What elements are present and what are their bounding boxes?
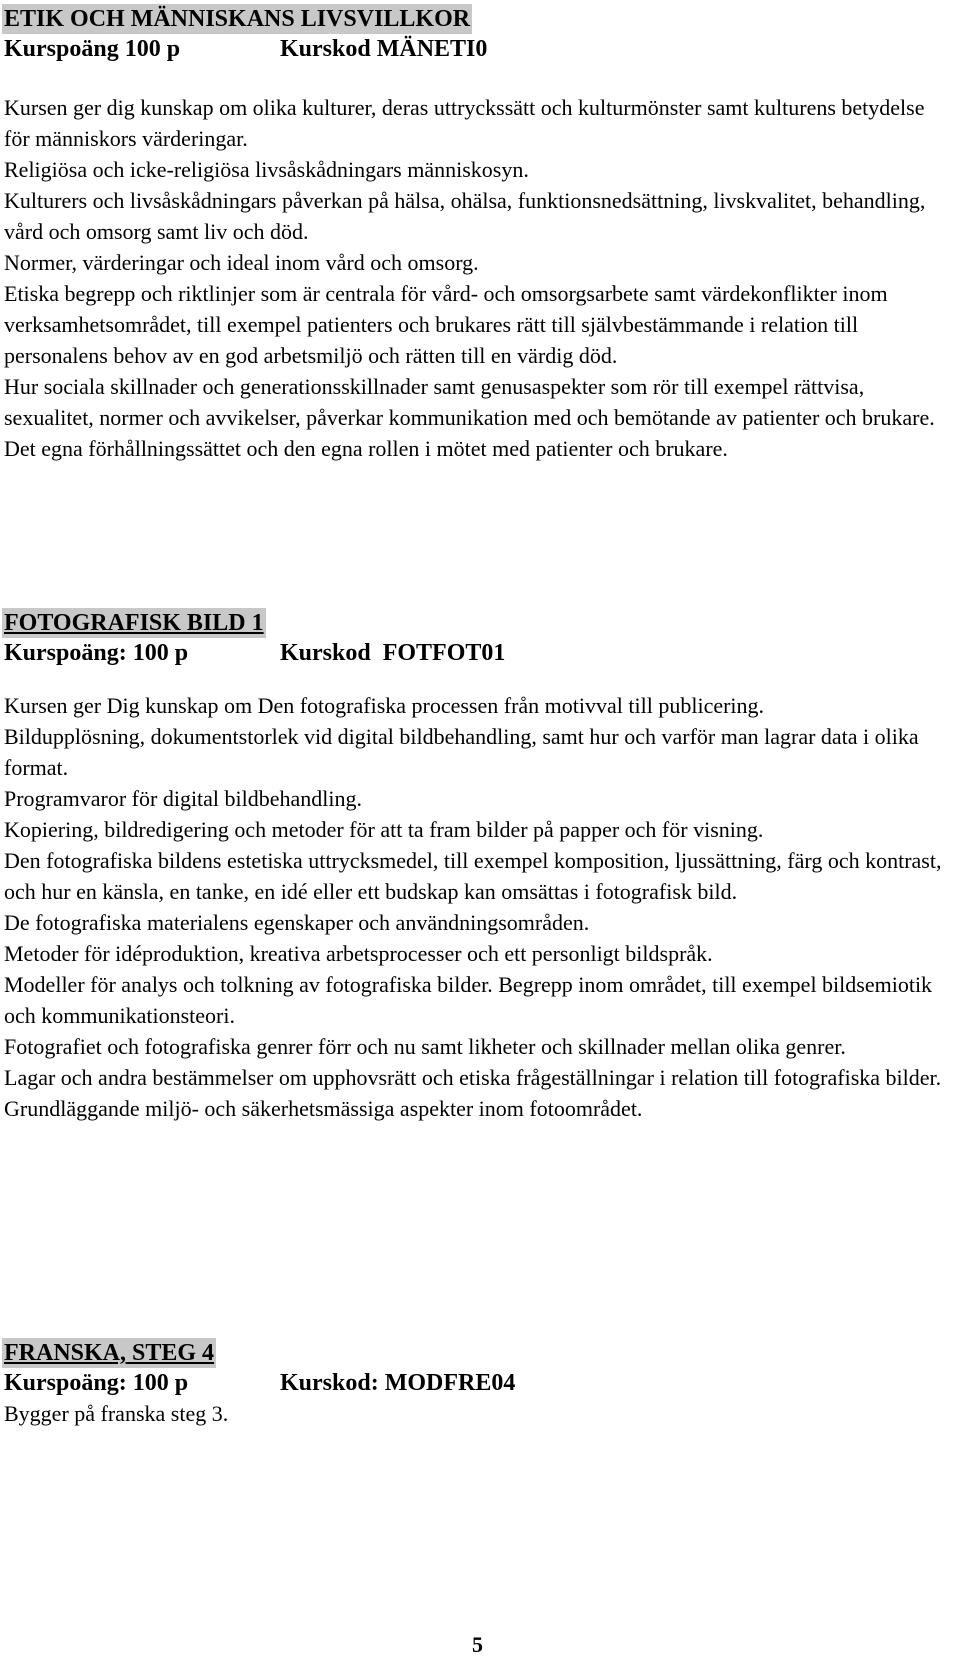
paragraph: Bildupplösning, dokumentstorlek vid digital bildbehandling, samt hur och varför man lagrar data i olika format. [4, 724, 919, 780]
paragraph: Metoder för idéproduktion, kreativa arbetsprocesser och ett personligt bildspråk. [4, 941, 713, 966]
paragraph: Kursen ger Dig kunskap om Den fotografiska processen från motivval till publicering. [4, 693, 765, 718]
paragraph: Lagar och andra bestämmelser om upphovsrätt och etiska frågeställningar i relation till fotografiska bilder. [4, 1065, 942, 1090]
course-description [4, 1398, 954, 1429]
course-meta [4, 1368, 954, 1398]
course-description [4, 690, 954, 1124]
course-title: ETIK OCH MÄNNISKANS LIVSVILLKOR [4, 6, 471, 32]
paragraph: Fotografiet och fotografiska genrer förr och nu samt likheter och skillnader mellan olika genrer. [4, 1034, 846, 1059]
course-points: Kurspoäng: 100 p [4, 640, 189, 666]
paragraph: Kulturers och livsåskådningars påverkan på hälsa, ohälsa, funktionsnedsättning, livskvalitet, behandling, vård och omsorg samt liv och död. [4, 188, 926, 244]
course-title: FRANSKA, STEG 4 [4, 1340, 215, 1366]
paragraph: Religiösa och icke-religiösa livsåskådningars människosyn. [4, 157, 529, 182]
paragraph: Kursen ger dig kunskap om olika kulturer, deras uttryckssätt och kulturmönster samt kulturens betydelse för människors värderingar. [4, 95, 925, 151]
paragraph: Etiska begrepp och riktlinjer som är centrala för vård- och omsorgsarbete samt värdekonflikter inom verksamhetsområdet, till exempel patienters och brukares rätt till självbestämmande i relation till personalens behov av en god arbetsmiljö och rätten till en värdig död. [4, 281, 888, 368]
course-description [4, 92, 954, 464]
paragraph: Modeller för analys och tolkning av fotografiska bilder. Begrepp inom området, till exempel bildsemiotik och kommunikationsteori. [4, 972, 933, 1028]
page-number: 5 [472, 1632, 483, 1657]
paragraph: Kopiering, bildredigering och metoder för att ta fram bilder på papper och för visning. [4, 817, 764, 842]
paragraph: Den fotografiska bildens estetiska uttrycksmedel, till exempel komposition, ljussättning, färg och kontrast, och hur en känsla, en tanke, en idé eller ett budskap kan omsättas i fotografisk bild. [4, 848, 942, 904]
paragraph: De fotografiska materialens egenskaper och användningsområden. [4, 910, 590, 935]
paragraph: Normer, värderingar och ideal inom vård och omsorg. [4, 250, 479, 275]
course-code: Kurskod MÄNETI0 [280, 36, 488, 62]
paragraph: Hur sociala skillnader och generationsskillnader samt genusaspekter som rör till exempel rättvisa, sexualitet, normer och avvikelser, påverkar kommunikation med och bemötande av patienter och brukare. [4, 374, 935, 430]
course-title: FOTOGRAFISK BILD 1 [4, 610, 264, 636]
paragraph: Programvaror för digital bildbehandling. [4, 786, 363, 811]
paragraph: Det egna förhållningssättet och den egna rollen i mötet med patienter och brukare. [4, 436, 728, 461]
course-meta [4, 638, 954, 668]
course-code: Kurskod FOTFOT01 [280, 640, 506, 666]
course-points: Kurspoäng: 100 p [4, 1370, 189, 1396]
course-meta [4, 34, 954, 64]
paragraph: Grundläggande miljö- och säkerhetsmässiga aspekter inom fotoområdet. [4, 1096, 643, 1121]
course-section-franska [4, 1337, 954, 1429]
course-section-etik [4, 3, 954, 464]
paragraph: Bygger på franska steg 3. [4, 1401, 229, 1426]
course-section-foto [4, 607, 954, 1124]
course-code: Kurskod: MODFRE04 [280, 1370, 516, 1396]
course-points: Kurspoäng 100 p [4, 36, 181, 62]
